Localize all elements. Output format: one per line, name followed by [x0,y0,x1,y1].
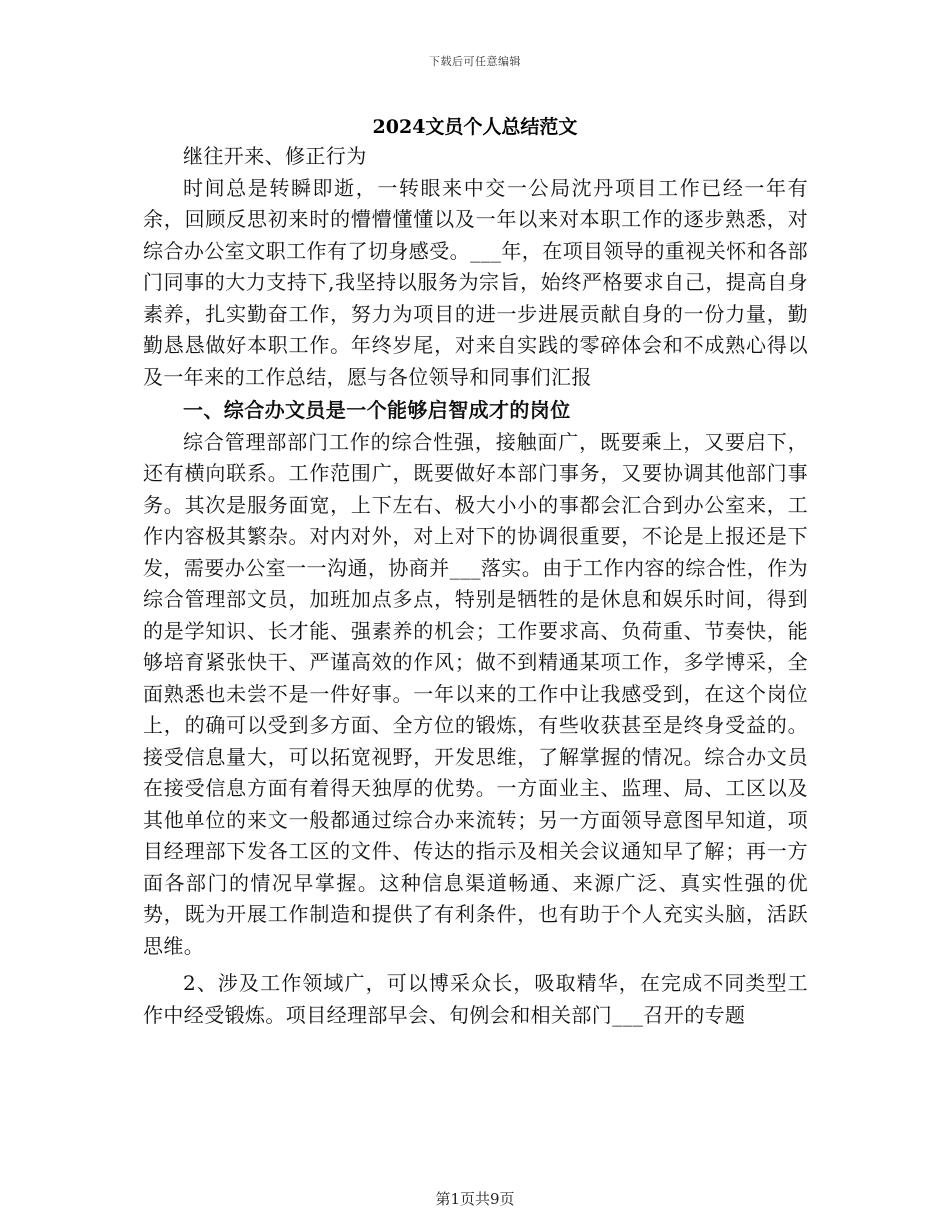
document-body [143,141,808,1031]
document-title: 2024文员个人总结范文 [372,116,578,138]
paragraph-section-2: 2、涉及工作领域广，可以博采众长，吸取精华，在完成不同类型工作中经受锻炼。项目经理部早会、旬例会和相关部门___召开的专题 [143,971,808,1027]
paragraph-intro: 时间总是转瞬即逝，一转眼来中交一公局沈丹项目工作已经一年有余，回顾反思初来时的懵懵懂懂以及一年以来对本职工作的逐步熟悉，对综合办公室文职工作有了切身感受。___年，在项目领导的重视关怀和各部门同事的大力支持下,我坚持以服务为宗旨，始终严格要求自己，提高自身素养，扎实勤奋工作，努力为项目的进一步进展贡献自身的一份力量，勤勤恳恳做好本职工作。年终岁尾，对来自实践的零碎体会和不成熟心得以及一年来的工作总结，愿与各位领导和同事们汇报 [143,175,808,389]
paragraph-subtitle: 继往开来、修正行为 [183,144,367,168]
page-footer-number: 第1页共9页 [435,1190,515,1208]
paragraph-section-1: 综合管理部部门工作的综合性强，接触面广，既要乘上，又要启下，还有横向联系。工作范围广，既要做好本部门事务，又要协调其他部门事务。其次是服务面宽，上下左右、极大小小的事都会汇合到办公室来，工作内容极其繁杂。对内对外，对上对下的协调很重要，不论是上报还是下发，需要办公室一一沟通，协商并___落实。由于工作内容的综合性，作为综合管理部文员，加班加点多点，特别是牺牲的是休息和娱乐时间，得到的是学知识、长才能、强素养的机会；工作要求高、负荷重、节奏快，能够培育紧张快干、严谨高效的作风；做不到精通某项工作，多学博采，全面熟悉也未尝不是一件好事。一年以来的工作中让我感受到，在这个岗位上，的确可以受到多方面、全方位的锻炼，有些收获甚至是终身受益的。接受信息量大，可以拓宽视野，开发思维，了解掌握的情况。综合办文员在接受信息方面有着得天独厚的优势。一方面业主、监理、局、工区以及其他单位的来文一般都通过综合办来流转；另一方面领导意图早知道，项目经理部下发各工区的文件、传达的指示及相关会议通知早了解；再一方面各部门的情况早掌握。这种信息渠道畅通、来源广泛、真实性强的优势，既为开展工作制造和提供了有利条件，也有助于个人充实头脑，活跃思维。 [143,429,808,958]
page-header-note: 下载后可任意编辑 [429,55,521,68]
section-heading-1: 一、综合办文员是一个能够启智成才的岗位 [183,398,571,422]
